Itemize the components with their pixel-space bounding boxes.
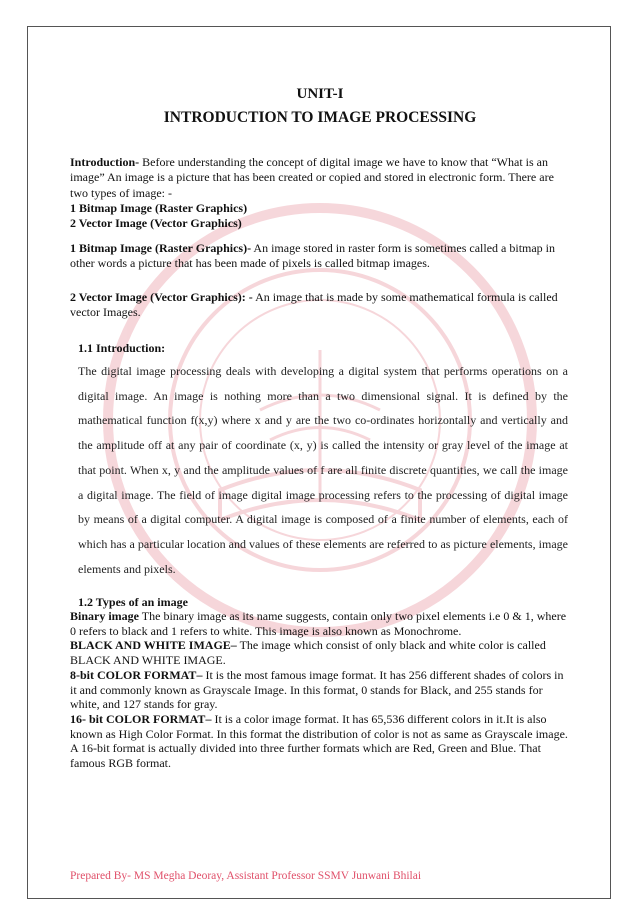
footer-credit: Prepared By- MS Megha Deoray, Assistant Professor SSMV Junwani Bhilai bbox=[70, 870, 422, 882]
binary-text: The binary image as its name suggests, contain only two pixel elements i.e 0 & 1, where 0 refers to black and 1 refers to white. This image is also known as Monochrome. bbox=[70, 609, 567, 638]
8bit-item bbox=[70, 668, 570, 712]
intro-paragraph bbox=[70, 155, 570, 231]
bw-image-item bbox=[70, 638, 570, 667]
intro-text: Before understanding the concept of digital image we have to know that “What is an image” An image is a picture that has been created or copied and stored in electronic form. There are two types of image: - bbox=[70, 155, 554, 200]
16bit-text: It is a color image format. It has 65,536 different colors in it.It is also known as High Color Format. In this format the distribution of color is not as same as Grayscale image. bbox=[70, 711, 568, 741]
8bit-label: 8-bit COLOR FORMAT– bbox=[70, 667, 203, 682]
bw-text: The image which consist of only black and white color is called BLACK AND WHITE IMAGE. bbox=[70, 638, 546, 668]
section-1-1-heading: 1.1 Introduction: bbox=[78, 341, 166, 355]
bitmap-text: An image stored in raster form is sometimes called a bitmap in other words a picture that has been made of pixels is called bitmap images. bbox=[70, 241, 556, 271]
16bit-item bbox=[70, 712, 570, 741]
8bit-text: It is the most famous image format. It has 256 different shades of colors in it and commonly known as Grayscale Image. In this format, 0 stands for Black, and 255 stands for white, and 127 stands for gray. bbox=[70, 667, 564, 712]
vector-label: 2 Vector Image (Vector Graphics): - bbox=[70, 290, 253, 304]
vector-text: An image that is made by some mathematical formula is called vector Images. bbox=[70, 290, 558, 320]
intro-label: Introduction- bbox=[70, 155, 140, 169]
image-types-list bbox=[70, 609, 570, 771]
16bit-label: 16- bit COLOR FORMAT– bbox=[70, 711, 212, 726]
binary-label: Binary image bbox=[70, 609, 139, 623]
main-title: INTRODUCTION TO IMAGE PROCESSING bbox=[163, 109, 477, 126]
bitmap-label: 1 Bitmap Image (Raster Graphics)- bbox=[70, 241, 252, 255]
binary-image-item bbox=[70, 609, 570, 638]
intro-item-2: 2 Vector Image (Vector Graphics) bbox=[70, 216, 242, 231]
rgb-item: A 16-bit format is actually divided into three further formats which are Red, Green and Blue. That famous RGB format. bbox=[70, 741, 541, 771]
bitmap-definition bbox=[70, 241, 570, 272]
section-1-1-body: The digital image processing deals with developing a digital system that performs operations on a digital image. An image is nothing more than a two dimensional signal. It is defined by the mathematical function f(x,y) where x and y are the two co-ordinates horizontally and vertically and the amplitude off at any pair of coordinate (x, y) is called the intensity or gray level of the image at that point. When x, y and the amplitude values of f are all finite discrete quantities, we call the image a digital image. The field of image digital image processing refers to the processing of digital image by means of a digital computer. A digital image is composed of a finite number of elements, each of which has a particular location and values of these elements are referred to as picture elements, image elements and pixels. bbox=[78, 364, 568, 576]
section-1-2-heading: 1.2 Types of an image bbox=[78, 595, 188, 609]
unit-title: UNIT-I bbox=[296, 86, 344, 102]
vector-definition bbox=[70, 290, 570, 321]
bw-label: BLACK AND WHITE IMAGE– bbox=[70, 638, 237, 653]
intro-item-1: 1 Bitmap Image (Raster Graphics) bbox=[70, 200, 248, 215]
